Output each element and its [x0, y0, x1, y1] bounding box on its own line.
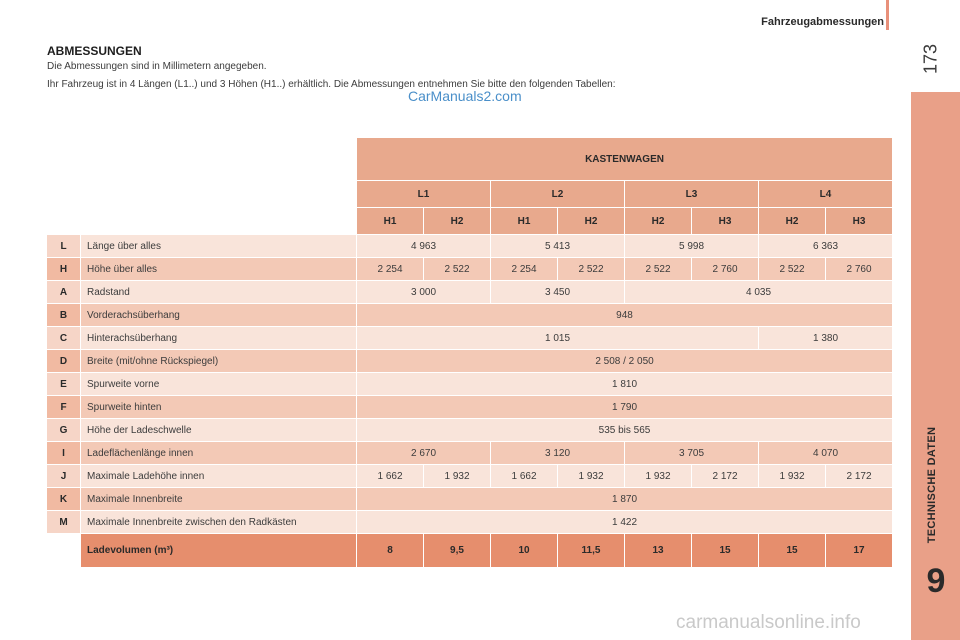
dimension-code: G: [47, 419, 81, 442]
table-row: [47, 327, 893, 350]
page-number-text: 173: [920, 43, 941, 75]
table-row: [47, 511, 893, 534]
table-row: [47, 281, 893, 304]
dimension-value: 4 070: [759, 442, 893, 465]
height-header: H2: [558, 208, 625, 235]
load-volume-value: 8: [357, 534, 424, 568]
dimension-label: Höhe über alles: [81, 258, 357, 281]
dimension-value: 2 760: [692, 258, 759, 281]
dimension-code: L: [47, 235, 81, 258]
height-header: H2: [625, 208, 692, 235]
dimension-value: 1 662: [491, 465, 558, 488]
dimension-value: 1 870: [357, 488, 893, 511]
dimension-code: D: [47, 350, 81, 373]
dimensions-table-body: [47, 138, 893, 568]
dimension-code: M: [47, 511, 81, 534]
height-header-row: [47, 208, 893, 235]
height-header: H1: [491, 208, 558, 235]
chapter-number: 9: [926, 562, 946, 600]
dimension-label: Spurweite vorne: [81, 373, 357, 396]
dimension-value: 4 963: [357, 235, 491, 258]
dimension-value: 2 254: [491, 258, 558, 281]
dimension-value: 1 932: [424, 465, 491, 488]
dimension-value: 2 670: [357, 442, 491, 465]
table-row: [47, 304, 893, 327]
dimension-value: 1 790: [357, 396, 893, 419]
height-header: H2: [424, 208, 491, 235]
load-volume-value: 15: [759, 534, 826, 568]
table-row: [47, 442, 893, 465]
intro-text-units: Die Abmessungen sind in Millimetern angegeben.: [47, 61, 267, 72]
dimension-value: 1 932: [759, 465, 826, 488]
dimension-value: 5 413: [491, 235, 625, 258]
height-header: H3: [826, 208, 893, 235]
length-header: L1: [357, 181, 491, 208]
dimension-value: 2 522: [558, 258, 625, 281]
dimension-value: 1 932: [558, 465, 625, 488]
load-volume-value: 10: [491, 534, 558, 568]
table-row: [47, 258, 893, 281]
watermark-bottom[interactable]: carmanualsonline.info: [676, 612, 861, 633]
dimension-value: 3 120: [491, 442, 625, 465]
dimension-value: 1 015: [357, 327, 759, 350]
dimension-code: B: [47, 304, 81, 327]
dimension-code: K: [47, 488, 81, 511]
dimension-code: I: [47, 442, 81, 465]
table-row: [47, 350, 893, 373]
dimension-code: E: [47, 373, 81, 396]
load-volume-value: 13: [625, 534, 692, 568]
empty-corner: [47, 181, 357, 208]
dimension-label: Maximale Innenbreite: [81, 488, 357, 511]
empty-corner: [47, 138, 357, 181]
table-row: [47, 373, 893, 396]
load-volume-row: [47, 534, 893, 568]
chapter-title-text: TECHNISCHE DATEN: [926, 426, 938, 544]
table-title: KASTENWAGEN: [357, 138, 893, 181]
section-title: ABMESSUNGEN: [47, 44, 142, 58]
load-volume-label: Ladevolumen (m³): [81, 534, 357, 568]
dimension-value: 6 363: [759, 235, 893, 258]
table-title-row: [47, 138, 893, 181]
dimension-value: 1 810: [357, 373, 893, 396]
length-header: L3: [625, 181, 759, 208]
table-row: [47, 235, 893, 258]
dimension-value: 2 172: [692, 465, 759, 488]
dimension-label: Hinterachsüberhang: [81, 327, 357, 350]
length-header-row: [47, 181, 893, 208]
dimension-value: 2 254: [357, 258, 424, 281]
length-header: L2: [491, 181, 625, 208]
table-row: [47, 488, 893, 511]
dimension-value: 2 760: [826, 258, 893, 281]
dimension-value: 2 522: [759, 258, 826, 281]
load-volume-value: 9,5: [424, 534, 491, 568]
dimension-label: Ladeflächenlänge innen: [81, 442, 357, 465]
page-number: [918, 44, 944, 74]
dimension-value: 1 380: [759, 327, 893, 350]
chapter-title: [908, 410, 956, 560]
height-header: H2: [759, 208, 826, 235]
table-row: [47, 396, 893, 419]
dimension-label: Maximale Ladehöhe innen: [81, 465, 357, 488]
dimension-value: 3 000: [357, 281, 491, 304]
load-volume-value: 15: [692, 534, 759, 568]
empty-cell: [47, 534, 81, 568]
dimension-value: 2 522: [625, 258, 692, 281]
empty-corner: [47, 208, 357, 235]
dimension-value: 5 998: [625, 235, 759, 258]
dimension-label: Maximale Innenbreite zwischen den Radkästen: [81, 511, 357, 534]
table-row: [47, 419, 893, 442]
dimension-value: 1 662: [357, 465, 424, 488]
dimension-label: Länge über alles: [81, 235, 357, 258]
table-row: [47, 465, 893, 488]
page-header-title: Fahrzeugabmessungen: [761, 16, 884, 28]
dimension-label: Vorderachsüberhang: [81, 304, 357, 327]
intro-text-versions: Ihr Fahrzeug ist in 4 Längen (L1..) und 3 Höhen (H1..) erhältlich. Die Abmessungen entnehmen Sie bitte den folgenden Tabellen:: [47, 79, 616, 90]
height-header: H3: [692, 208, 759, 235]
dimension-value: 2 522: [424, 258, 491, 281]
dimension-label: Radstand: [81, 281, 357, 304]
dimension-code: A: [47, 281, 81, 304]
watermark-top[interactable]: CarManuals2.com: [408, 88, 522, 104]
dimension-code: J: [47, 465, 81, 488]
dimension-code: H: [47, 258, 81, 281]
dimension-code: C: [47, 327, 81, 350]
dimension-value: 1 932: [625, 465, 692, 488]
dimension-value: 2 172: [826, 465, 893, 488]
length-header: L4: [759, 181, 893, 208]
header-divider: [886, 0, 889, 30]
dimension-value: 4 035: [625, 281, 893, 304]
dimension-value: 948: [357, 304, 893, 327]
dimension-label: Höhe der Ladeschwelle: [81, 419, 357, 442]
dimension-value: 3 705: [625, 442, 759, 465]
dimension-label: Spurweite hinten: [81, 396, 357, 419]
load-volume-value: 11,5: [558, 534, 625, 568]
load-volume-value: 17: [826, 534, 893, 568]
dimension-value: 1 422: [357, 511, 893, 534]
dimension-code: F: [47, 396, 81, 419]
dimensions-table: [46, 137, 893, 568]
dimension-value: 3 450: [491, 281, 625, 304]
dimension-label: Breite (mit/ohne Rückspiegel): [81, 350, 357, 373]
dimension-value: 535 bis 565: [357, 419, 893, 442]
height-header: H1: [357, 208, 424, 235]
dimension-value: 2 508 / 2 050: [357, 350, 893, 373]
